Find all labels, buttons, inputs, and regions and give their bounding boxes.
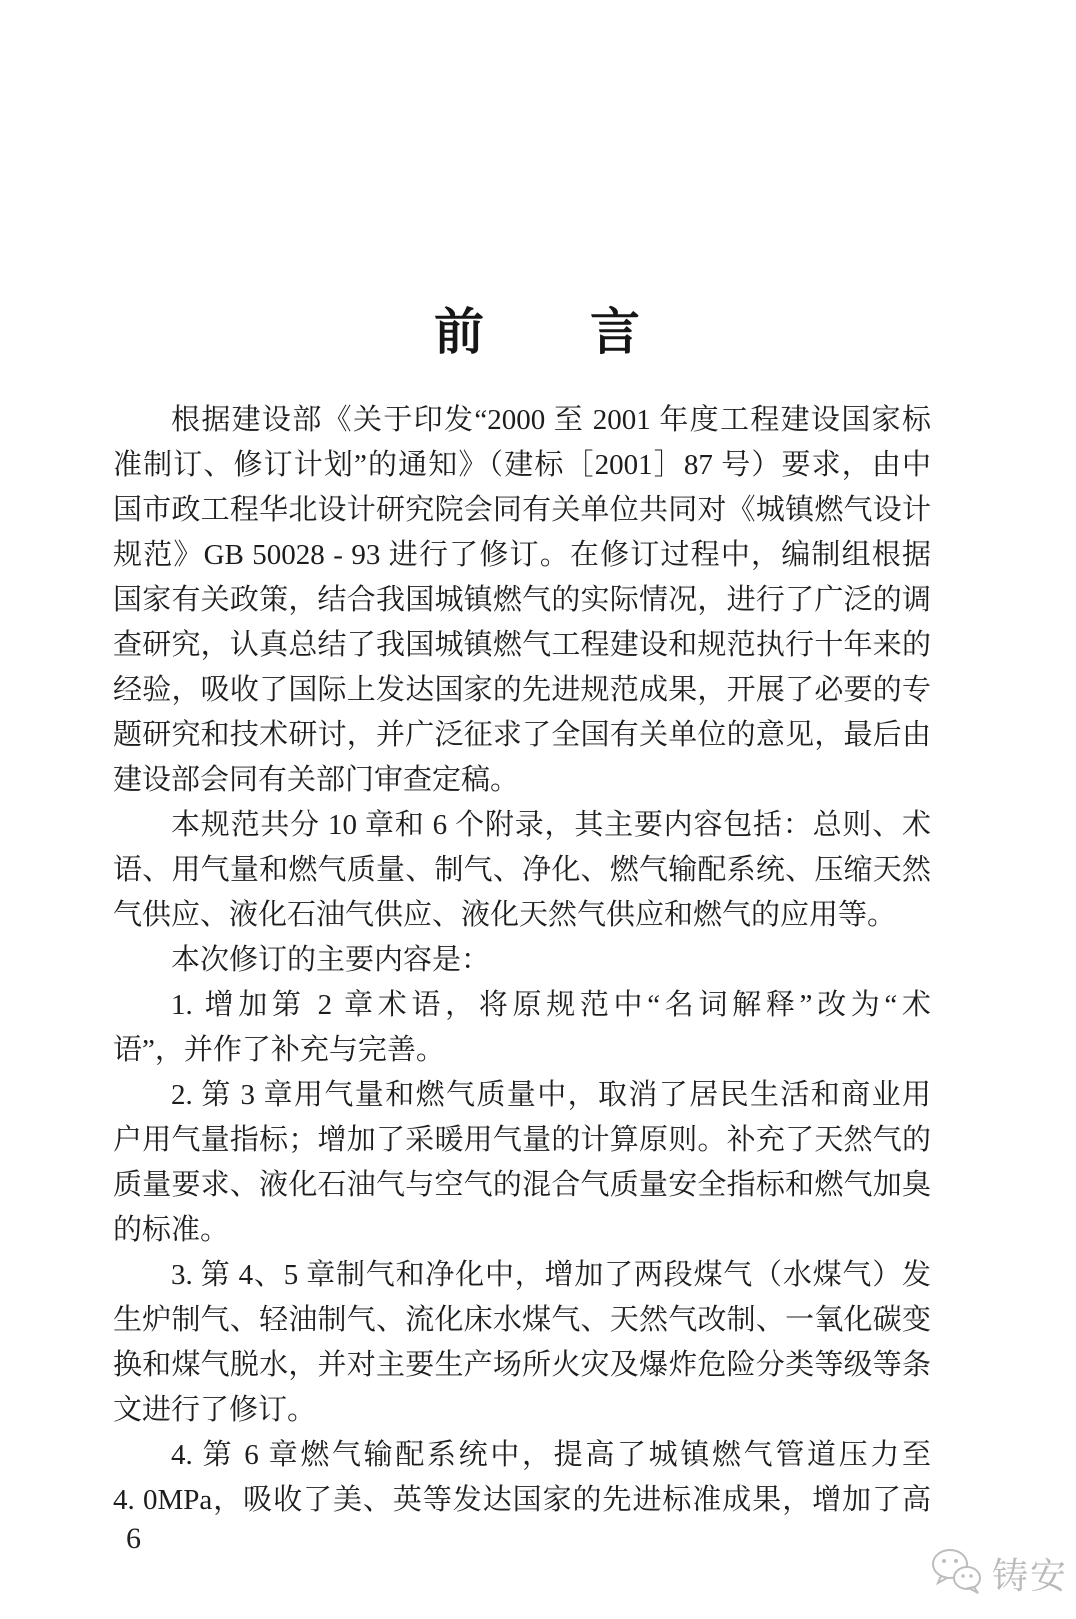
- page-title: 前 言: [434, 304, 642, 360]
- wechat-icon: [930, 1548, 982, 1599]
- document-body: [113, 398, 931, 1523]
- text-line: 4. 第 6 章燃气输配系统中，提高了城镇燃气管道压力至: [171, 1439, 931, 1471]
- text-line: 4. 0MPa，吸收了美、英等发达国家的先进标准成果，增加了高: [113, 1484, 931, 1516]
- text-line: 的标准。: [113, 1214, 230, 1246]
- watermark-text: 铸安: [992, 1556, 1069, 1596]
- text-line: 本次修订的主要内容是：: [171, 944, 491, 976]
- text-line: 气供应、液化石油气供应、液化天然气供应和燃气的应用等。: [113, 899, 897, 931]
- text-line: 查研究，认真总结了我国城镇燃气工程建设和规范执行十年来的: [113, 629, 931, 661]
- text-line: 2. 第 3 章用气量和燃气质量中，取消了居民生活和商业用: [171, 1079, 931, 1111]
- text-line: 本规范共分 10 章和 6 个附录，其主要内容包括：总则、术: [171, 809, 931, 841]
- page-number: 6: [126, 1522, 141, 1555]
- text-line: 题研究和技术研讨，并广泛征求了全国有关单位的意见，最后由: [113, 719, 931, 751]
- text-line: 建设部会同有关部门审查定稿。: [113, 764, 520, 796]
- text-line: 经验，吸收了国际上发达国家的先进规范成果，开展了必要的专: [113, 674, 931, 706]
- text-line: 3. 第 4、5 章制气和净化中，增加了两段煤气（水煤气）发: [171, 1259, 931, 1291]
- text-line: 户用气量指标；增加了采暖用气量的计算原则。补充了天然气的: [113, 1124, 931, 1156]
- text-line: 准制订、修订计划”的通知》（建标［2001］87 号）要求，由中: [113, 449, 931, 481]
- text-line: 语”，并作了补充与完善。: [113, 1034, 445, 1066]
- text-line: 生炉制气、轻油制气、流化床水煤气、天然气改制、一氧化碳变: [113, 1304, 931, 1336]
- text-line: 根据建设部《关于印发“2000 至 2001 年度工程建设国家标: [171, 404, 931, 436]
- text-line: 质量要求、液化石油气与空气的混合气质量安全指标和燃气加臭: [113, 1169, 931, 1201]
- text-line: 换和煤气脱水，并对主要生产场所火灾及爆炸危险分类等级等条: [113, 1349, 931, 1381]
- text-line: 国家有关政策，结合我国城镇燃气的实际情况，进行了广泛的调: [113, 584, 931, 616]
- text-line: 1. 增加第 2 章术语，将原规范中“名词解释”改为“术: [171, 989, 931, 1021]
- text-line: 语、用气量和燃气质量、制气、净化、燃气输配系统、压缩天然: [113, 854, 931, 886]
- text-line: 规范》GB 50028 - 93 进行了修订。在修订过程中，编制组根据: [113, 539, 931, 571]
- watermark: [930, 1548, 1068, 1599]
- text-line: 国市政工程华北设计研究院会同有关单位共同对《城镇燃气设计: [113, 494, 931, 526]
- text-line: 文进行了修订。: [113, 1394, 317, 1426]
